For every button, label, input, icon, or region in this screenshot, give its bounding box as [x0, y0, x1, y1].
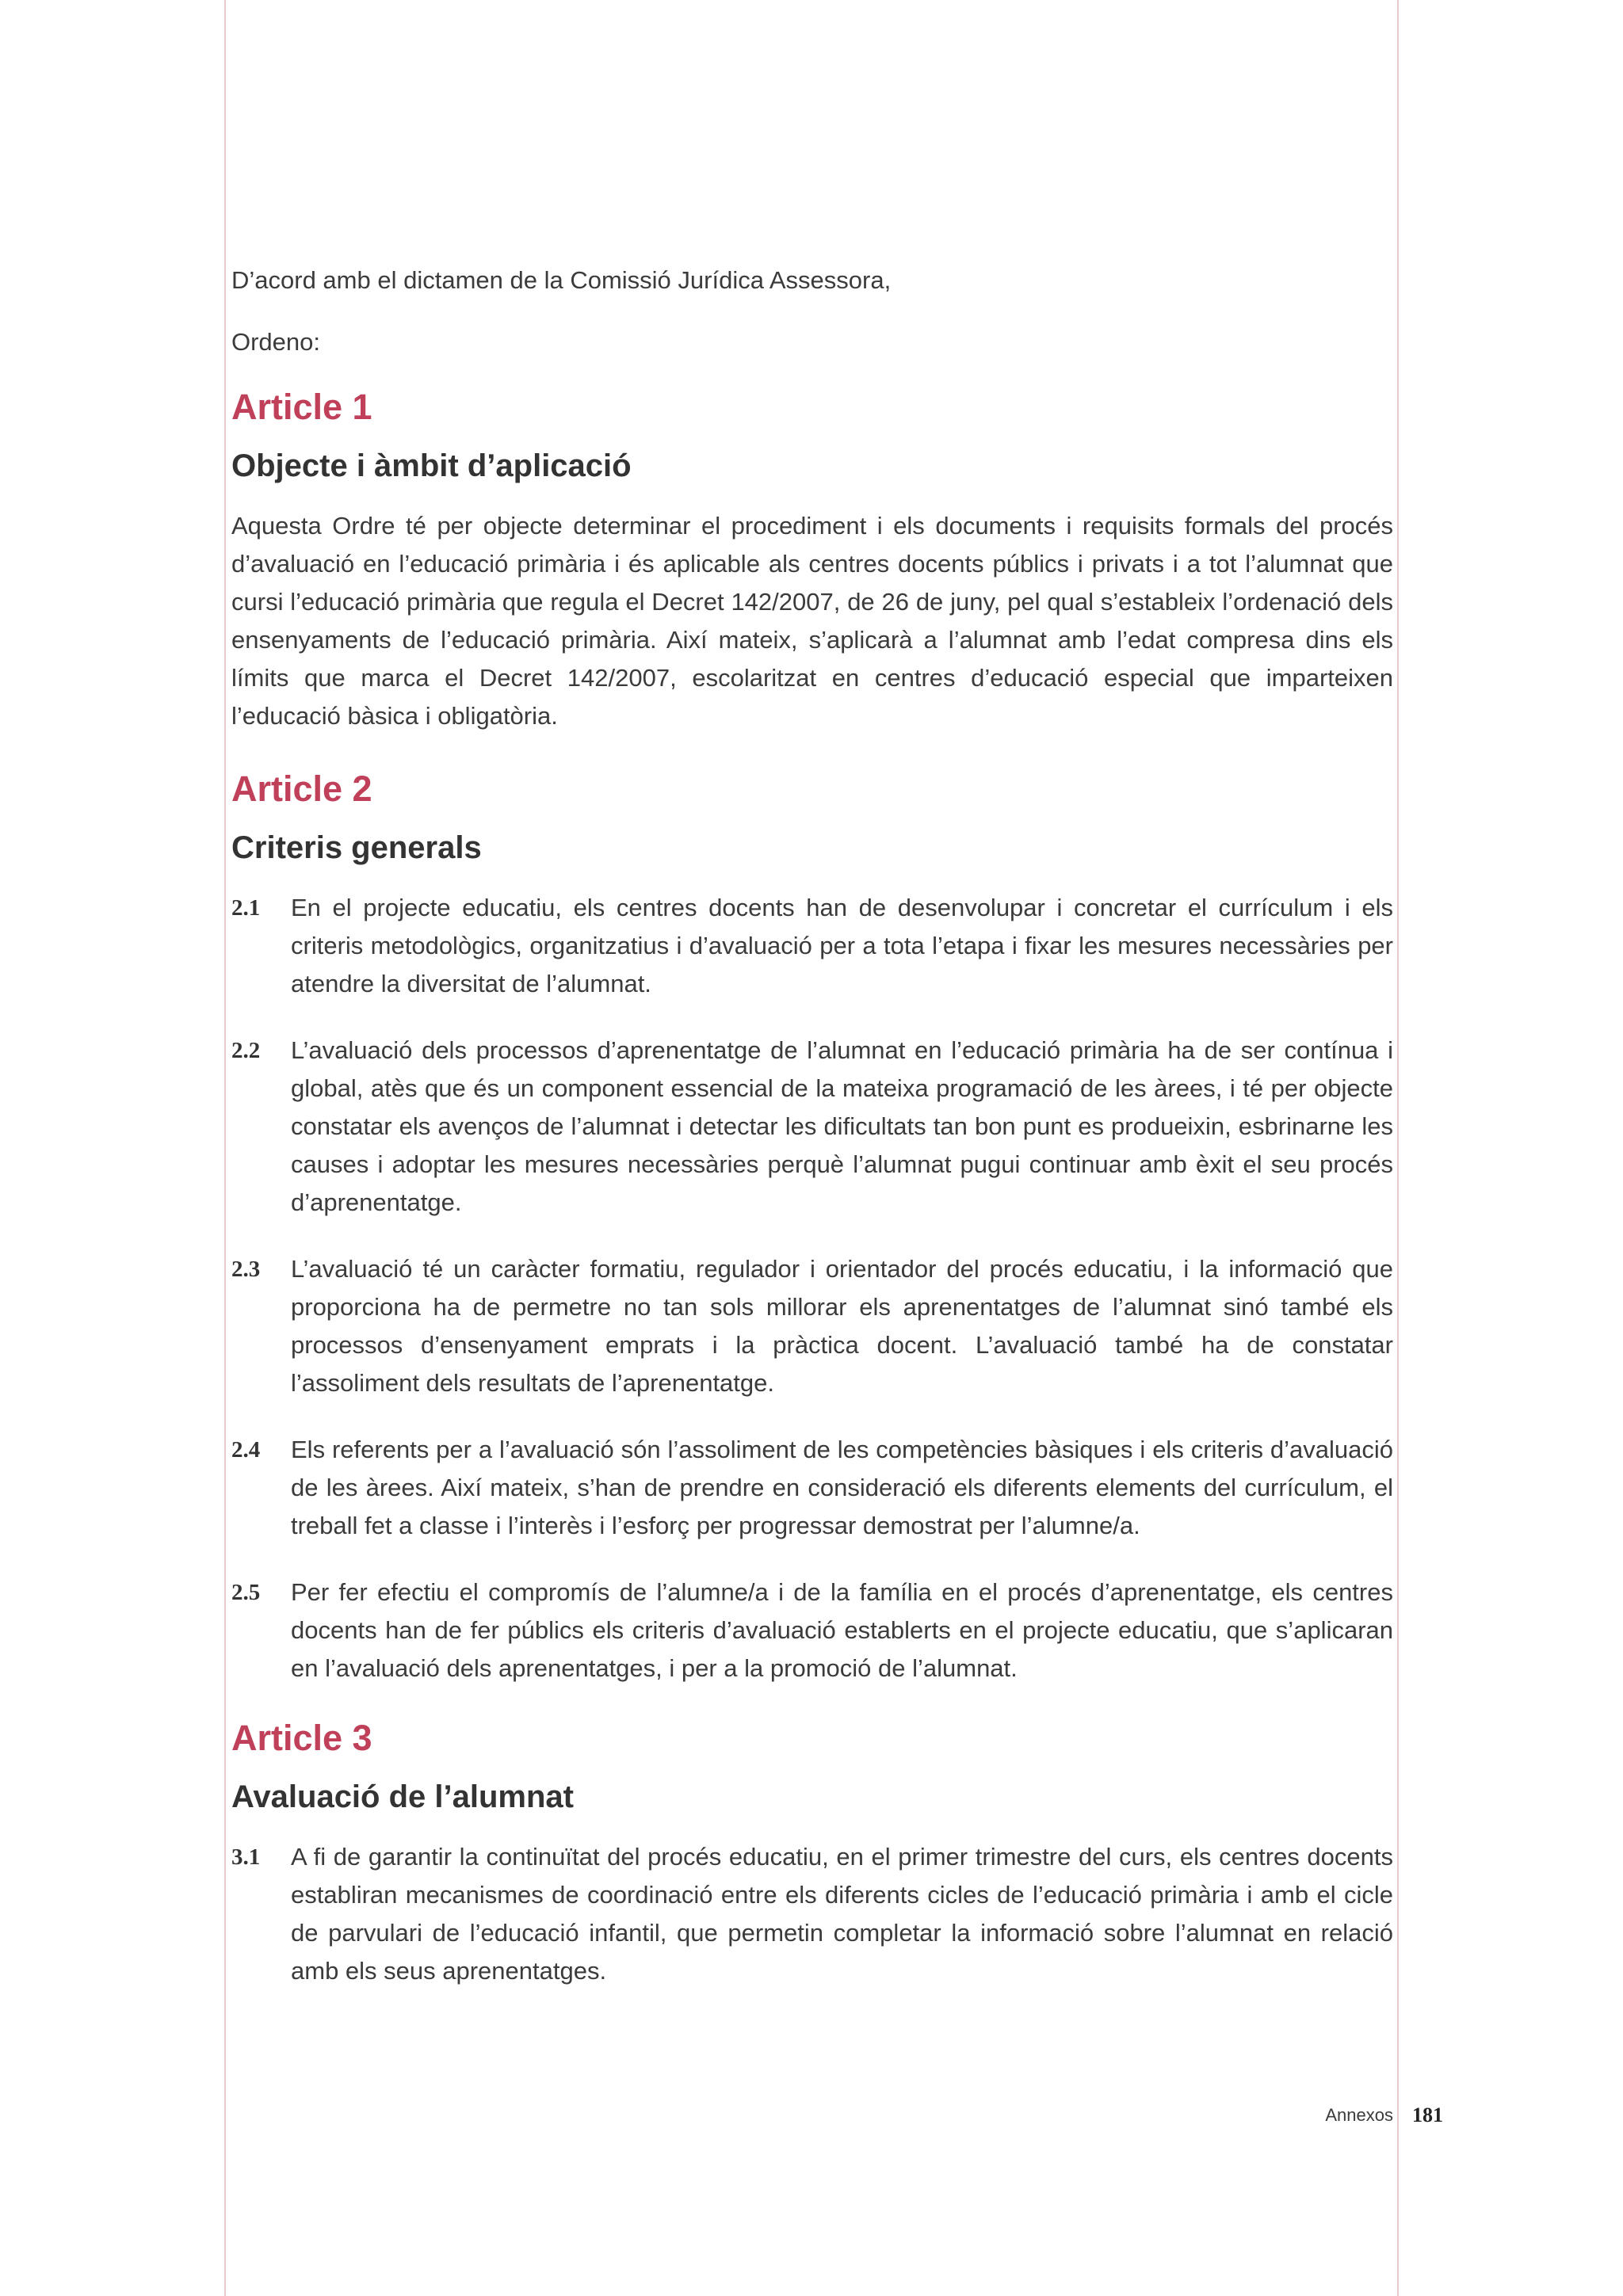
article-item-3-1	[231, 1838, 1393, 1990]
item-text: Els referents per a l’avaluació són l’assoliment de les competències bàsiques i els criteris d’avaluació de les àrees. Així mateix, s’han de prendre en consideració els diferents elements del currículum, el treball fet a classe i l’interès i l’esforç per progressar demostrat per l’alumne/a.	[291, 1436, 1393, 1539]
article-2-title: Article 2	[231, 769, 372, 809]
item-number: 2.1	[231, 895, 261, 921]
intro-line-1: D’acord amb el dictamen de la Comissió Jurídica Assessora,	[231, 266, 892, 294]
page-content	[231, 261, 1393, 2019]
article-2	[231, 767, 1393, 1688]
item-number: 2.5	[231, 1580, 261, 1605]
article-item-2-2	[231, 1032, 1393, 1222]
item-number: 2.4	[231, 1437, 261, 1463]
item-number: 2.2	[231, 1038, 261, 1063]
item-text: L’avaluació dels processos d’aprenentatge de l’alumnat en l’educació primària ha de ser contínua i global, atès que és un component essencial de la mateixa programació de les àrees, i té per objecte constatar els avenços de l’alumnat i detectar les dificultats tan bon punt es produeixin, esbrinarne les causes i adoptar les mesures necessàries perquè l’alumnat pugui continuar amb èxit el seu procés d’aprenentatge.	[291, 1036, 1393, 1216]
article-item-2-3	[231, 1250, 1393, 1402]
item-text: En el projecte educatiu, els centres docents han de desenvolupar i concretar el currículum i els criteris metodològics, organitzatius i d’avaluació per a tota l’etapa i fixar les mesures necessàries per atendre la diversitat de l’alumnat.	[291, 894, 1393, 997]
article-3	[231, 1716, 1393, 1990]
article-item-2-4	[231, 1431, 1393, 1545]
page-footer	[1268, 2100, 1443, 2131]
article-1-title: Article 1	[231, 387, 372, 427]
item-text: A fi de garantir la continuïtat del procés educatiu, en el primer trimestre del curs, els centres docents establiran mecanismes de coordinació entre els diferents cicles de l’educació primària i amb el cicle de parvulari de l’educació infantil, que permetin completar la informació sobre l’alumnat en relació amb els seus aprenentatges.	[291, 1843, 1393, 1985]
footer-section-label: Annexos	[1325, 2105, 1393, 2125]
left-margin-rule	[224, 0, 226, 2296]
right-margin-rule	[1397, 0, 1399, 2296]
intro-line-2: Ordeno:	[231, 328, 321, 356]
page-number: 181	[1412, 2103, 1443, 2126]
article-1	[231, 385, 1393, 735]
article-item-2-5	[231, 1573, 1393, 1688]
article-3-title: Article 3	[231, 1718, 372, 1758]
item-text: L’avaluació té un caràcter formatiu, regulador i orientador del procés educatiu, i la informació que proporciona ha de permetre no tan sols millorar els aprenentatges de l’alumnat sinó també els processos d’ensenyament emprats i la pràctica docent. L’avaluació també ha de constatar l’assoliment dels resultats de l’aprenentatge.	[291, 1255, 1393, 1397]
article-1-body: Aquesta Ordre té per objecte determinar el procediment i els documents i requisits formals del procés d’avaluació en l’educació primària i és aplicable als centres docents públics i privats i a tot l’alumnat que cursi l’educació primària que regula el Decret 142/2007, de 26 de juny, pel qual s’estableix l’ordenació dels ensenyaments de l’educació primària. Així mateix, s’aplicarà a l’alumnat amb l’edat compresa dins els límits que marca el Decret 142/2007, escolaritzat en centres d’educació especial que imparteixen l’educació bàsica i obligatòria.	[231, 512, 1393, 730]
article-2-subtitle: Criteris generals	[231, 830, 482, 865]
article-3-subtitle: Avaluació de l’alumnat	[231, 1779, 574, 1814]
item-number: 3.1	[231, 1844, 261, 1870]
article-1-subtitle: Objecte i àmbit d’aplicació	[231, 448, 632, 483]
item-number: 2.3	[231, 1257, 261, 1282]
item-text: Per fer efectiu el compromís de l’alumne/a i de la família en el procés d’aprenentatge, els centres docents han de fer públics els criteris d’avaluació establerts en el projecte educatiu, que s’aplicaran en l’avaluació dels aprenentatges, i per a la promoció de l’alumnat.	[291, 1578, 1393, 1682]
article-item-2-1	[231, 889, 1393, 1003]
